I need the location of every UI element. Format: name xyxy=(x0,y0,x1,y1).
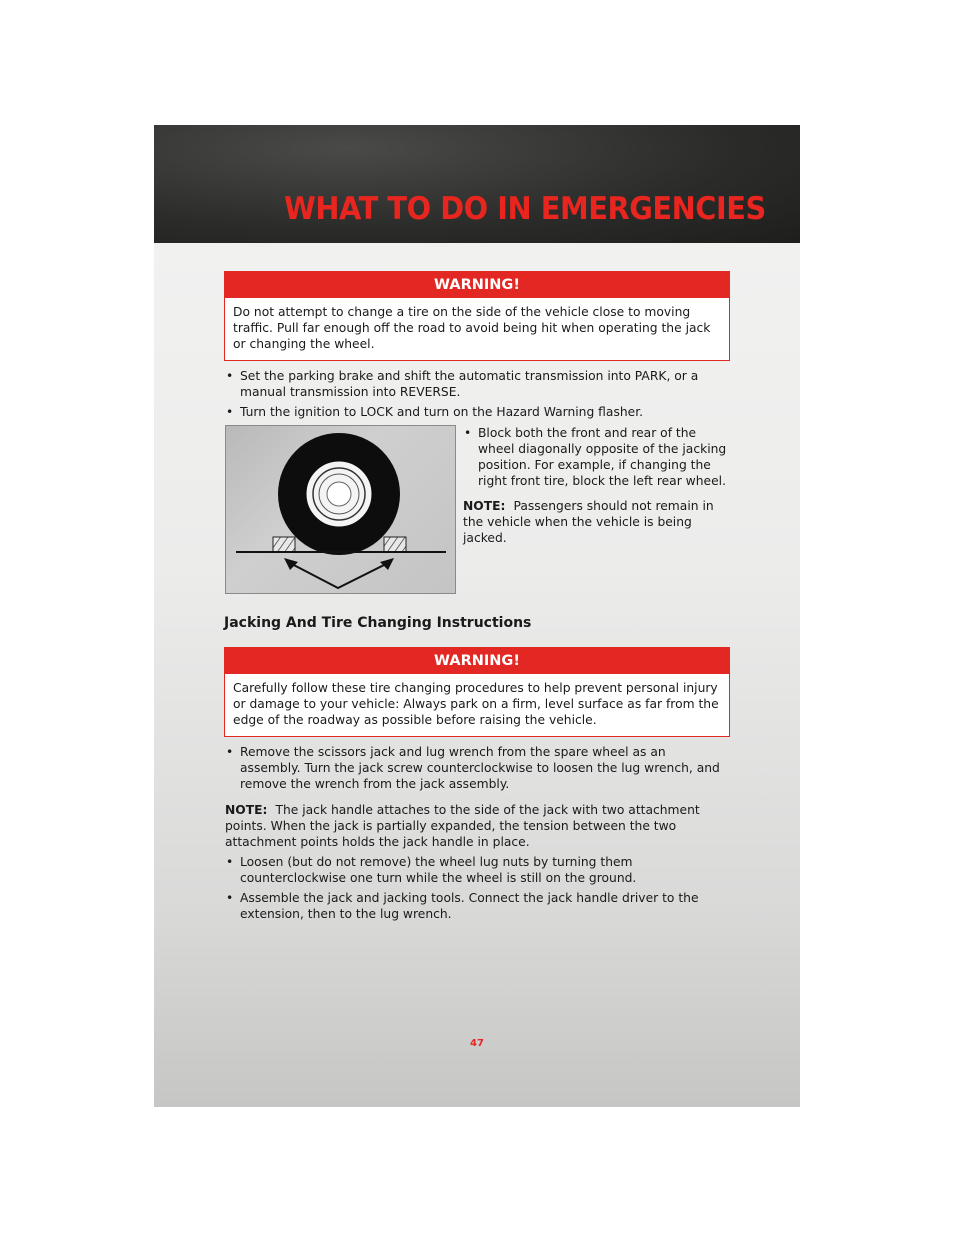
list-item xyxy=(225,404,725,420)
warning-box xyxy=(224,647,730,737)
warning-heading: WARNING! xyxy=(225,272,729,298)
page-header xyxy=(154,125,800,243)
warning-box xyxy=(224,271,730,361)
page-number: 47 xyxy=(470,1038,484,1049)
wheel-chock-illustration xyxy=(225,425,456,594)
note-text: The jack handle attaches to the side of the jack with two attachment points. When the jack is partially expanded, the tension between the two attachment points holds the jack handle in place. xyxy=(225,803,700,849)
manual-page xyxy=(154,125,800,1107)
note xyxy=(225,802,725,850)
note-label: NOTE: xyxy=(463,499,506,513)
list-item-text: Assemble the jack and jacking tools. Connect the jack handle driver to the extension, then to the lug wrench. xyxy=(240,891,699,921)
warning-text: Carefully follow these tire changing procedures to help prevent personal injury or damage to your vehicle: Always park on a firm, level surface as far from the edge of the roadway as possible before raising the vehicle. xyxy=(233,681,719,727)
list-item-text: Loosen (but do not remove) the wheel lug nuts by turning them counterclockwise one turn while the wheel is still on the ground. xyxy=(240,855,637,885)
list-item xyxy=(225,744,725,792)
wheel-chock-icon xyxy=(384,537,406,552)
section-heading: Jacking And Tire Changing Instructions xyxy=(224,615,532,631)
bullet-mark: • xyxy=(226,891,234,905)
instructions-list xyxy=(225,744,725,926)
warning-text: Do not attempt to change a tire on the side of the vehicle close to moving traffic. Pull far enough off the road to avoid being hit when operating the jack or changing the wheel. xyxy=(233,305,711,351)
wheel-chock-icon xyxy=(273,537,295,552)
note-text: Passengers should not remain in the vehicle when the vehicle is being jacked. xyxy=(463,499,714,545)
list-item xyxy=(463,425,729,489)
list-item-text: Turn the ignition to LOCK and turn on the Hazard Warning flasher. xyxy=(240,405,644,419)
arrow-lines xyxy=(288,562,390,588)
bullet-mark: • xyxy=(226,745,234,759)
list-item xyxy=(225,890,725,922)
wheel-chock-drawing xyxy=(226,426,455,593)
bullet-mark: • xyxy=(464,426,472,440)
warning-heading: WARNING! xyxy=(225,648,729,674)
figure-side-text xyxy=(463,425,729,546)
bullet-mark: • xyxy=(226,855,234,869)
arrow-head-icon xyxy=(380,558,394,570)
bullet-mark: • xyxy=(226,369,234,383)
list-item-text: Remove the scissors jack and lug wrench from the spare wheel as an assembly. Turn the jack screw counterclockwise to loosen the lug wrench, and remove the wrench from the jack assembly. xyxy=(240,745,720,791)
list-item xyxy=(225,854,725,886)
bullet-mark: • xyxy=(226,405,234,419)
arrow-head-icon xyxy=(284,558,298,570)
bullet-list xyxy=(225,368,725,424)
list-item-text: Set the parking brake and shift the automatic transmission into PARK, or a manual transmission into REVERSE. xyxy=(240,369,699,399)
list-item-text: Block both the front and rear of the wheel diagonally opposite of the jacking position. For example, if changing the right front tire, block the left rear wheel. xyxy=(478,426,727,488)
note-label: NOTE: xyxy=(225,803,268,817)
page-title: WHAT TO DO IN EMERGENCIES xyxy=(284,191,766,227)
note xyxy=(463,498,729,546)
list-item xyxy=(225,368,725,400)
